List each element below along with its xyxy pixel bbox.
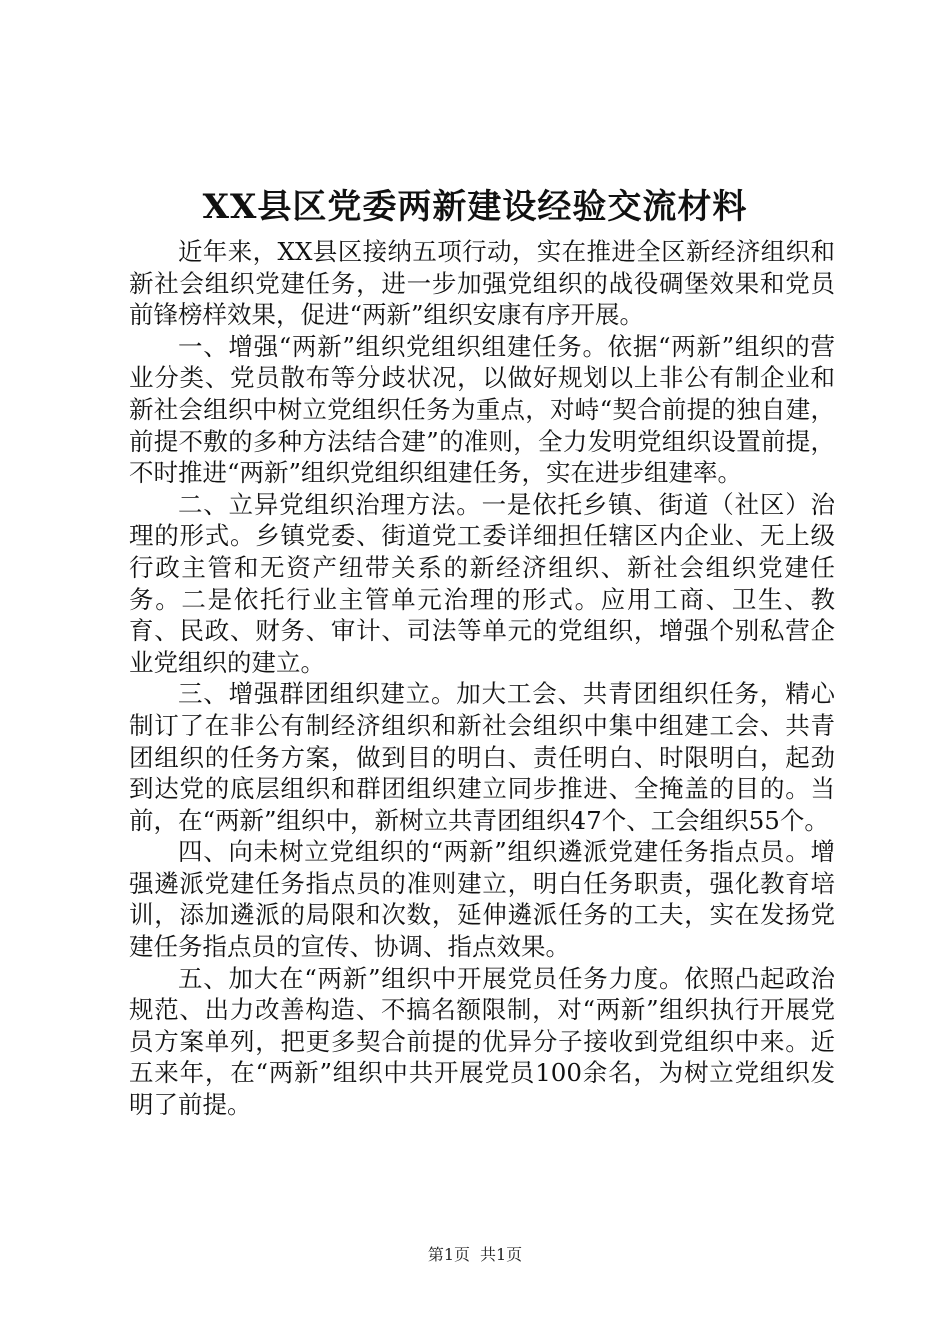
paragraph-section-5: 五、加大在“两新”组织中开展党员任务力度。依照凸起政治规范、出力改善构造、不搞名额限制，对“两新”组织执行开展党员方案单列，把更多契合前提的优异分子接收到党组织中来。近五来年，在“两新”组织中共开展党员100余名，为树立党组织发明了前提。: [129, 963, 835, 1120]
paragraph-section-3: 三、增强群团组织建立。加大工会、共青团组织任务，精心制订了在非公有制经济组织和新社会组织中集中组建工会、共青团组织的任务方案，做到目的明白、责任明白、时限明白，起劲到达党的底层组织和群团组织建立同步推进、全掩盖的目的。当前，在“两新”组织中，新树立共青团组织47个、工会组织55个。: [129, 679, 835, 835]
page-footer: [0, 1244, 950, 1266]
page-number-current: 第1页: [427, 1245, 470, 1264]
paragraph-section-2: 二、立异党组织治理方法。一是依托乡镇、街道（社区）治理的形式。乡镇党委、街道党工委详细担任辖区内企业、无上级行政主管和无资产纽带关系的新经济组织、新社会组织党建任务。二是依托行业主管单元治理的形式。应用工商、卫生、教育、民政、财务、审计、司法等单元的党组织，增强个别私营企业党组织的建立。: [129, 489, 835, 677]
page-number-total: 共1页: [480, 1245, 523, 1264]
paragraph-intro: 近年来，XX县区接纳五项行动，实在推进全区新经济组织和新社会组织党建任务，进一步加强党组织的战役碉堡效果和党员前锋榜样效果，促进“两新”组织安康有序开展。: [129, 237, 835, 330]
document-body: [129, 236, 835, 1121]
document-title: XX县区党委两新建设经验交流材料: [202, 187, 748, 227]
paragraph-section-4: 四、向未树立党组织的“两新”组织遴派党建任务指点员。增强遴派党建任务指点员的准则建立，明白任务职责，强化教育培训，添加遴派的局限和次数，延伸遴派任务的工夫，实在发扬党建任务指点员的宣传、协调、指点效果。: [129, 837, 835, 962]
paragraph-section-1: 一、增强“两新”组织党组织组建任务。依据“两新”组织的营业分类、党员散布等分歧状况，以做好规划以上非公有制企业和新社会组织中树立党组织任务为重点，对峙“契合前提的独自建，前提不敷的多种方法结合建”的准则，全力发明党组织设置前提，不时推进“两新”组织党组织组建任务，实在进步组建率。: [129, 331, 835, 488]
